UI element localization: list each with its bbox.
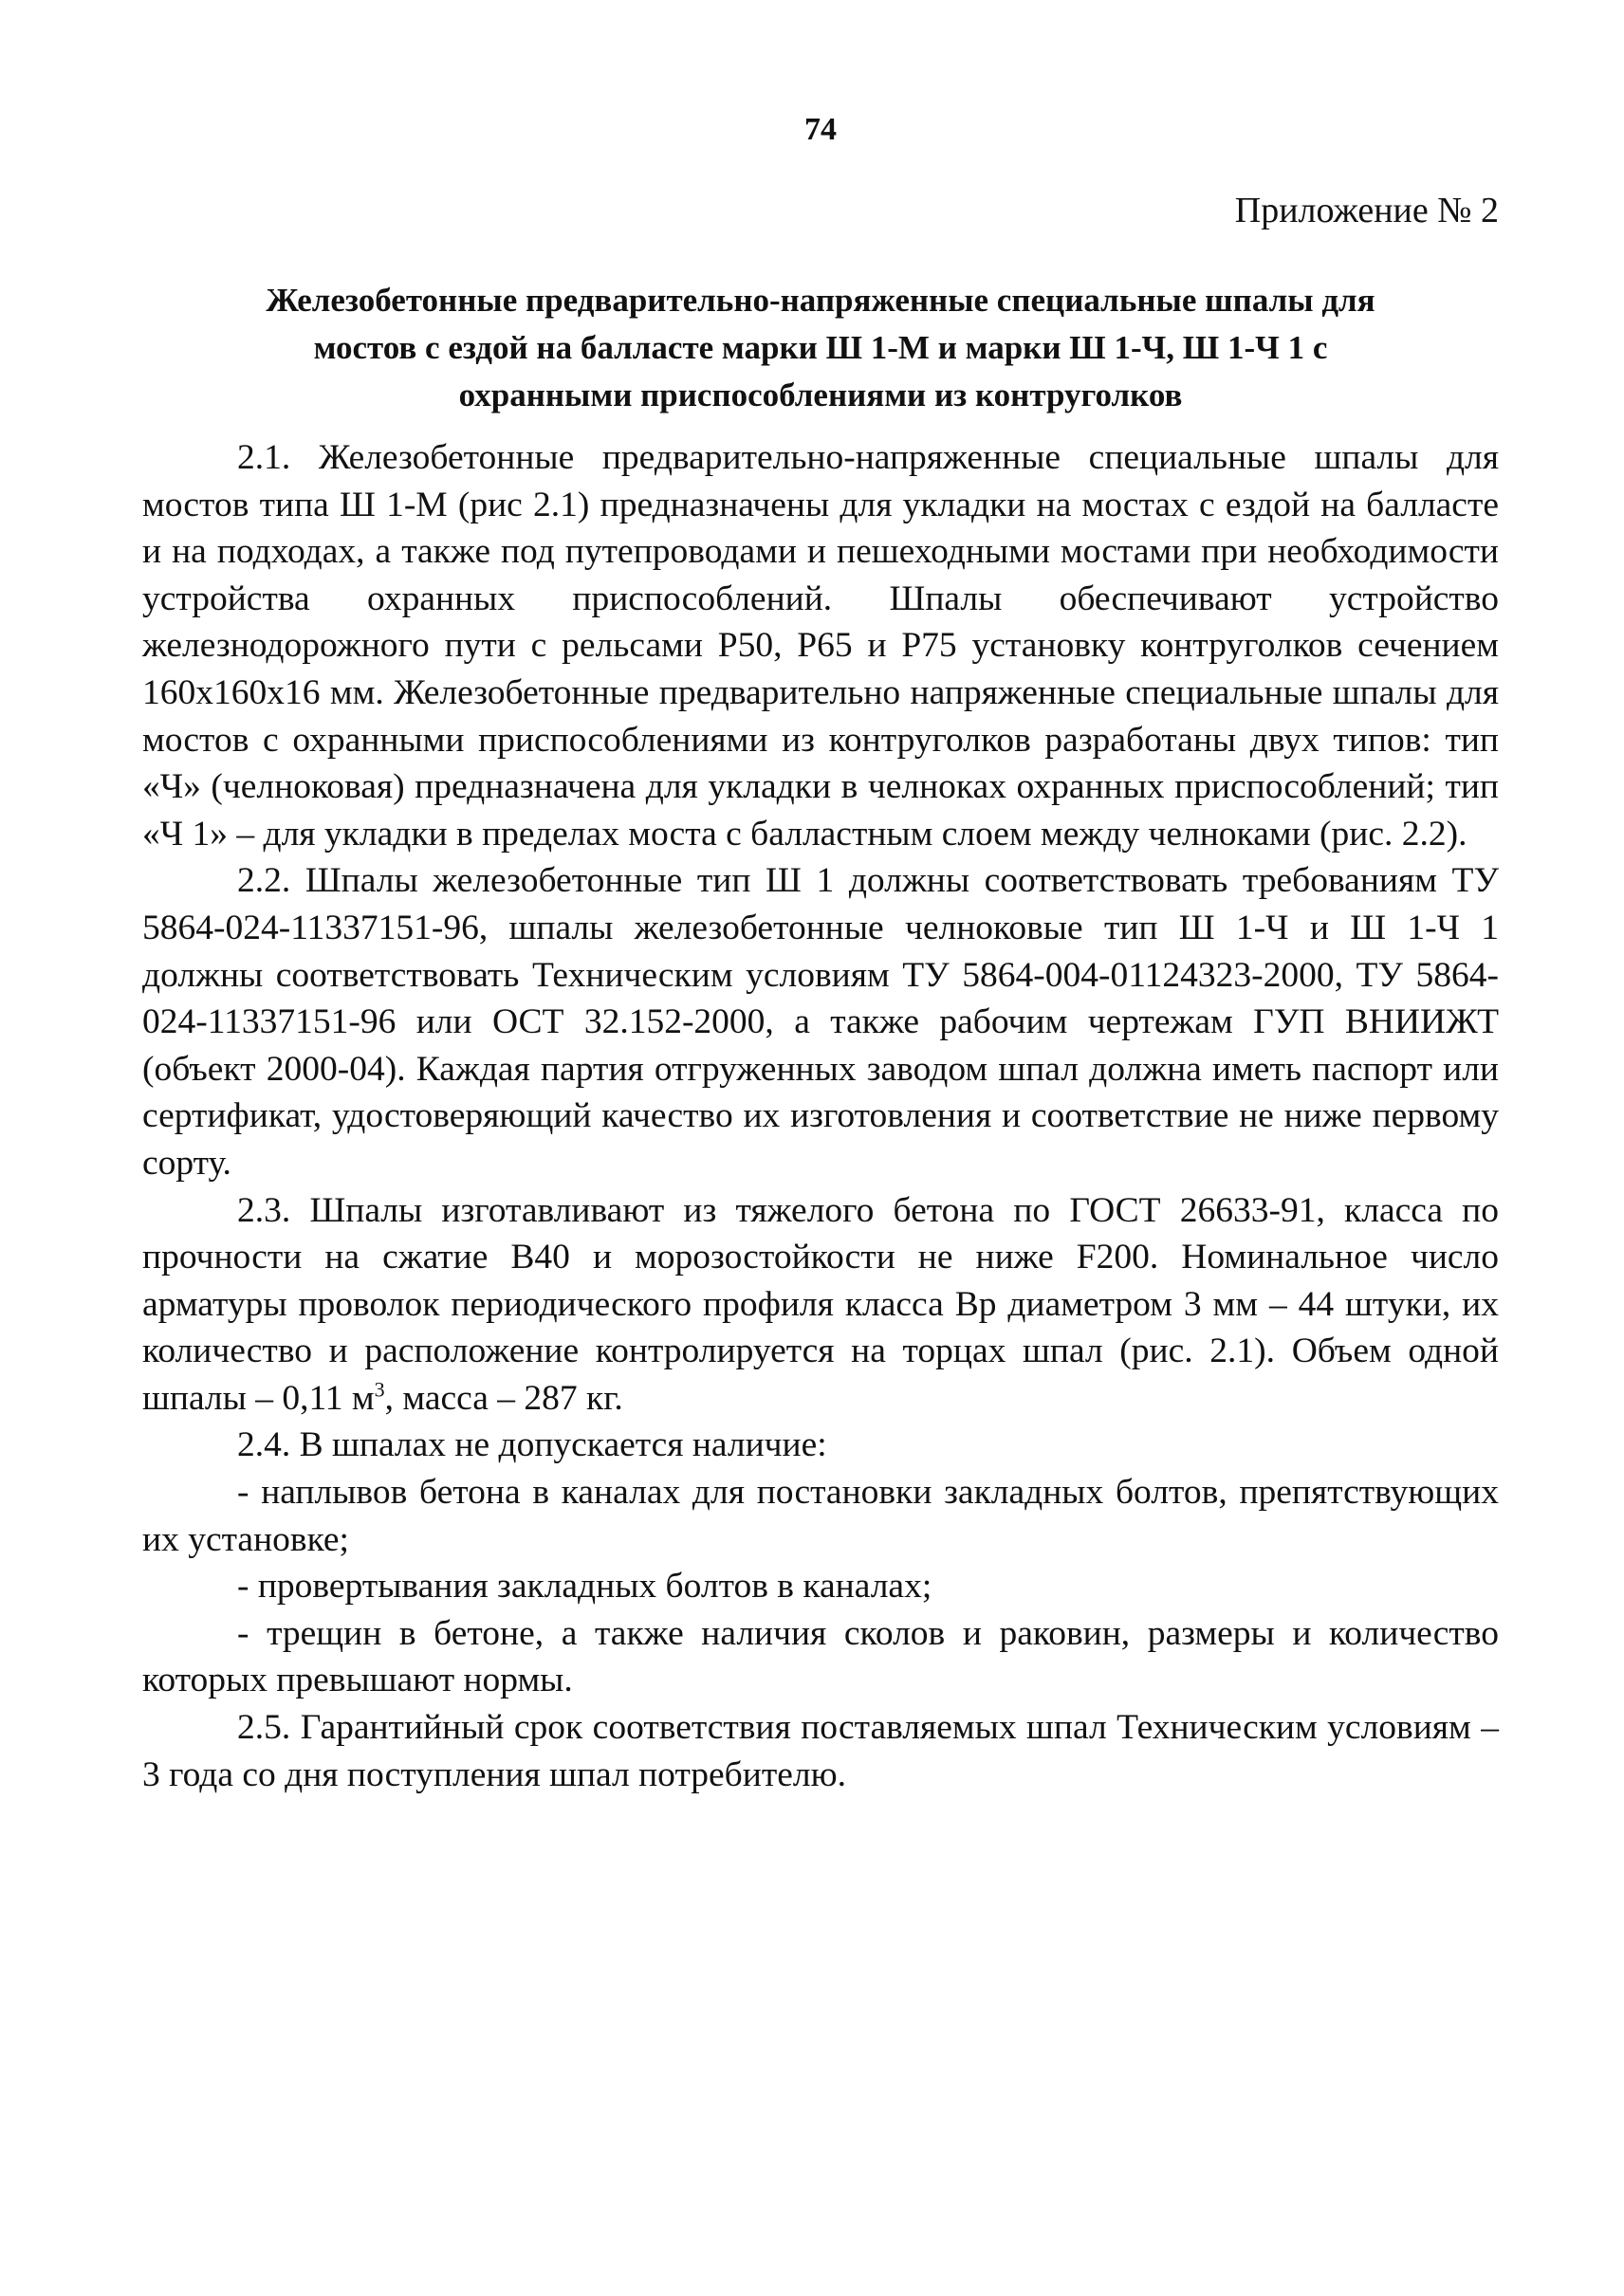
title-line-1: Железобетонные предварительно-напряженные специальные шпалы для	[266, 282, 1375, 319]
list-item: - наплывов бетона в каналах для постановки закладных болтов, препятствующих их установке;	[142, 1473, 1499, 1559]
paragraph-2-3	[142, 1187, 1499, 1423]
paragraph-2-3-text: 2.3. Шпалы изготавливают из тяжелого бетона по ГОСТ 26633-91, класса по прочности на сжатие В40 и морозостойкости не ниже F200. Номинальное число арматуры проволок периодического профиля класса Вр диаметром 3 мм – 44 штуки, их количество и расположение контролируется на торцах шпал (рис. 2.1). Объем одной шпалы – 0,11 м	[142, 1190, 1499, 1418]
list-item: - трещин в бетоне, а также наличия сколов и раковин, размеры и количество которых превышают нормы.	[142, 1613, 1499, 1700]
paragraph-2-2: 2.2. Шпалы железобетонные тип Ш 1 должны соответствовать требованиям ТУ 5864-024-11337151-96, шпалы железобетонные челноковые тип Ш 1-Ч и Ш 1-Ч 1 должны соответствовать Техническим условиям ТУ 5864-004-01124323-2000, ТУ 5864-024-11337151-96 или ОСТ 32.152-2000, а также рабочим чертежам ГУП ВНИИЖТ (объект 2000-04). Каждая партия отгруженных заводом шпал должна иметь паспорт или сертификат, удостоверяющий качество их изготовления и соответствие не ниже первому сорту.	[142, 861, 1499, 1183]
list-item: - провертывания закладных болтов в каналах;	[237, 1567, 932, 1607]
title-line-2: мостов с ездой на балласте марки Ш 1-М и марки Ш 1-Ч, Ш 1-Ч 1 с	[313, 329, 1328, 366]
document-page	[142, 0, 1499, 2296]
superscript-cube: 3	[374, 1377, 385, 1402]
paragraph-2-1: 2.1. Железобетонные предварительно-напряженные специальные шпалы для мостов типа Ш 1-М (рис 2.1) предназначены для укладки на мостах с ездой на балласте и на подходах, а также под путепроводами и пешеходными мостами при необходимости устройства охранных приспособлений. Шпалы обеспечивают устройство железнодорожного пути с рельсами Р50, Р65 и Р75 установку контруголков сечением 160x160x16 мм. Железобетонные предварительно напряженные специальные шпалы для мостов с охранными приспособлениями из контруголков разработаны двух типов: тип «Ч» (челноковая) предназначена для укладки в челноках охранных приспособлений; тип «Ч 1» – для укладки в пределах моста с балластным слоем между челноками (рис. 2.2).	[142, 438, 1499, 854]
document-title	[142, 277, 1499, 419]
title-line-3: охранными приспособлениями из контруголков	[458, 377, 1183, 413]
paragraph-2-4: 2.4. В шпалах не допускается наличие:	[237, 1425, 827, 1465]
page-number: 74	[804, 112, 837, 147]
paragraph-2-5: 2.5. Гарантийный срок соответствия поставляемых шпал Техническим условиям – 3 года со дня поступления шпал потребителю.	[142, 1708, 1499, 1794]
document-body	[142, 434, 1499, 1798]
paragraph-2-3-end: , масса – 287 кг.	[384, 1378, 623, 1418]
appendix-label: Приложение № 2	[1234, 191, 1499, 230]
